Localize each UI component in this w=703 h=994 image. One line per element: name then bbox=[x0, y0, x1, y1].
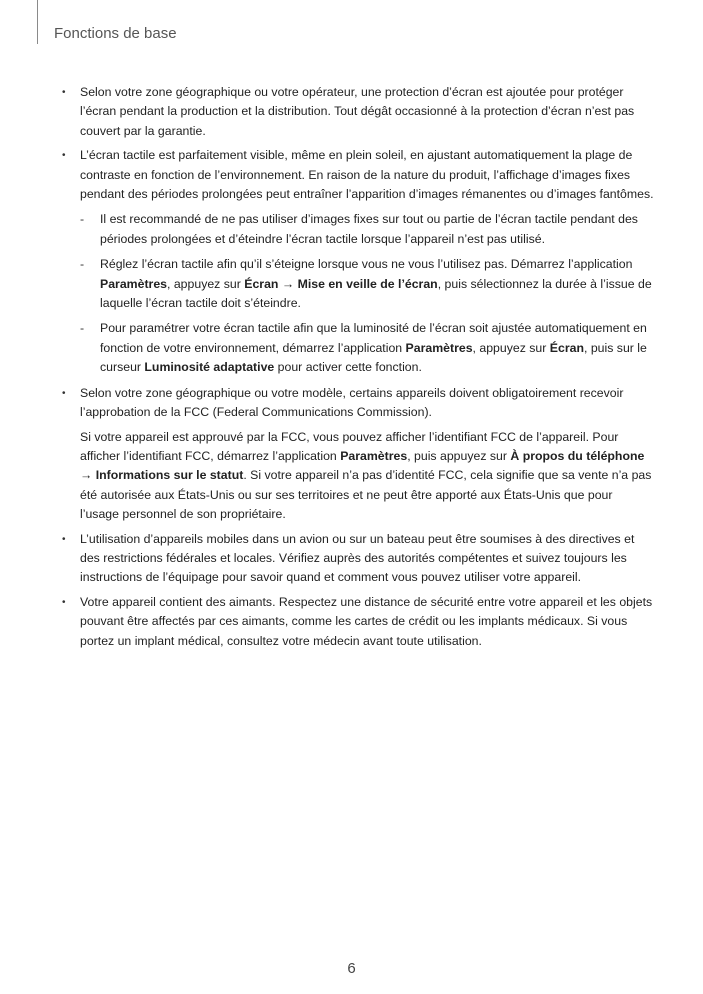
sub-text: , appuyez sur bbox=[167, 276, 245, 291]
dash-marker: - bbox=[80, 212, 85, 227]
list-item bbox=[62, 593, 654, 651]
dash-marker: - bbox=[80, 257, 85, 272]
paragraph: L’utilisation d’appareils mobiles dans un avion ou sur un bateau peut être soumises à des directives et des restrictions fédérales et locales. Vérifiez auprès des autorités compétentes et suivez toujours les instructions de l’équipage pour savoir quand et comment vous pouvez utiliser votre appareil. bbox=[80, 531, 635, 585]
arrow-glyph: → bbox=[278, 276, 298, 291]
section-title: Fonctions de base bbox=[54, 25, 177, 42]
status-info-menu-name: Informations sur le statut bbox=[95, 468, 244, 483]
sub-item bbox=[80, 210, 654, 249]
sub-item bbox=[80, 319, 654, 377]
sub-text: Pour paramétrer votre écran tactile afin que la luminosité de l’écran soit ajustée automatiquement en fonction de votre environnement, démarrez l’application bbox=[100, 321, 647, 355]
list-item bbox=[62, 83, 654, 141]
paragraph-text: . Si votre appareil n’a pas d’identité FCC, cela signifie que sa vente n’a pas été autorisée aux États-Unis ou sur ses territoires et ne peut être apporté aux États-Unis que pour l’usage personnel de son propriétaire. bbox=[80, 468, 652, 522]
paragraph-text: Si votre appareil est approuvé par la FCC, vous pouvez afficher l’identifiant FCC de l’appareil. Pour afficher l’identifiant FCC, démarrez l’application bbox=[80, 429, 619, 463]
sub-list bbox=[80, 210, 654, 377]
about-phone-menu-name: À propos du téléphone bbox=[510, 448, 645, 463]
sub-text: , appuyez sur bbox=[472, 340, 550, 355]
settings-app-name: Paramètres bbox=[100, 276, 167, 291]
page-number: 6 bbox=[347, 960, 356, 977]
sub-item bbox=[80, 255, 654, 313]
list-item bbox=[62, 384, 654, 525]
bullet-marker: • bbox=[62, 387, 66, 399]
bullet-marker: • bbox=[62, 596, 66, 608]
sub-text: pour activer cette fonction. bbox=[274, 360, 422, 375]
paragraph: Votre appareil contient des aimants. Respectez une distance de sécurité entre votre appareil et les objets pouvant être affectés par ces aimants, comme les cartes de crédit ou les implants médicaux. Si vous portez un implant médical, consultez votre médecin avant toute utilisation. bbox=[80, 594, 653, 648]
bullet-marker: • bbox=[62, 150, 66, 162]
arrow-glyph: → bbox=[80, 468, 96, 483]
header-rule bbox=[37, 0, 38, 44]
paragraph bbox=[80, 428, 654, 525]
sub-text: Réglez l’écran tactile afin qu’il s’éteigne lorsque vous ne vous l’utilisez pas. Démarrez l’application bbox=[100, 257, 633, 272]
bullet-marker: • bbox=[62, 87, 66, 98]
display-menu-name: Écran bbox=[244, 276, 279, 291]
paragraph: Selon votre zone géographique ou votre modèle, certains appareils doivent obligatoirement recevoir l’approbation de la FCC (Federal Communications Commission). bbox=[80, 385, 624, 420]
list-item bbox=[62, 530, 654, 588]
sub-text: Il est recommandé de ne pas utiliser d’images fixes sur tout ou partie de l’écran tactile pendant des périodes prolongées et d’éteindre l’écran tactile lorsque l’appareil n’est pas utilisé. bbox=[100, 212, 638, 246]
adaptive-brightness-option-name: Luminosité adaptative bbox=[144, 360, 275, 375]
paragraph: Selon votre zone géographique ou votre opérateur, une protection d’écran est ajoutée pour protéger l’écran pendant la production et la distribution. Tout dégât occasionné à la protection d’écran n’est pas couvert par la garantie. bbox=[80, 85, 635, 138]
settings-app-name: Paramètres bbox=[405, 340, 473, 355]
screen-timeout-option-name: Mise en veille de l’écran bbox=[297, 276, 438, 291]
bullet-marker: • bbox=[62, 533, 66, 545]
dash-marker: - bbox=[80, 321, 85, 336]
paragraph: L’écran tactile est parfaitement visible, même en plein soleil, en ajustant automatiquement la plage de contraste en fonction de l’environnement. En raison de la nature du produit, l’affichage d’images fixes pendant des périodes prolongées peut entraîner l’apparition d’images rémanentes ou d’images fantômes. bbox=[80, 148, 654, 202]
display-menu-name: Écran bbox=[549, 340, 584, 355]
bullet-list bbox=[62, 83, 654, 656]
paragraph-text: , puis appuyez sur bbox=[407, 448, 511, 463]
sub-text: , puis sur le curseur bbox=[100, 340, 647, 375]
list-item bbox=[62, 146, 654, 377]
sub-text: , puis sélectionnez la durée à l’issue de laquelle l’écran tactile doit s’éteindre. bbox=[100, 276, 652, 311]
settings-app-name: Paramètres bbox=[340, 448, 408, 463]
